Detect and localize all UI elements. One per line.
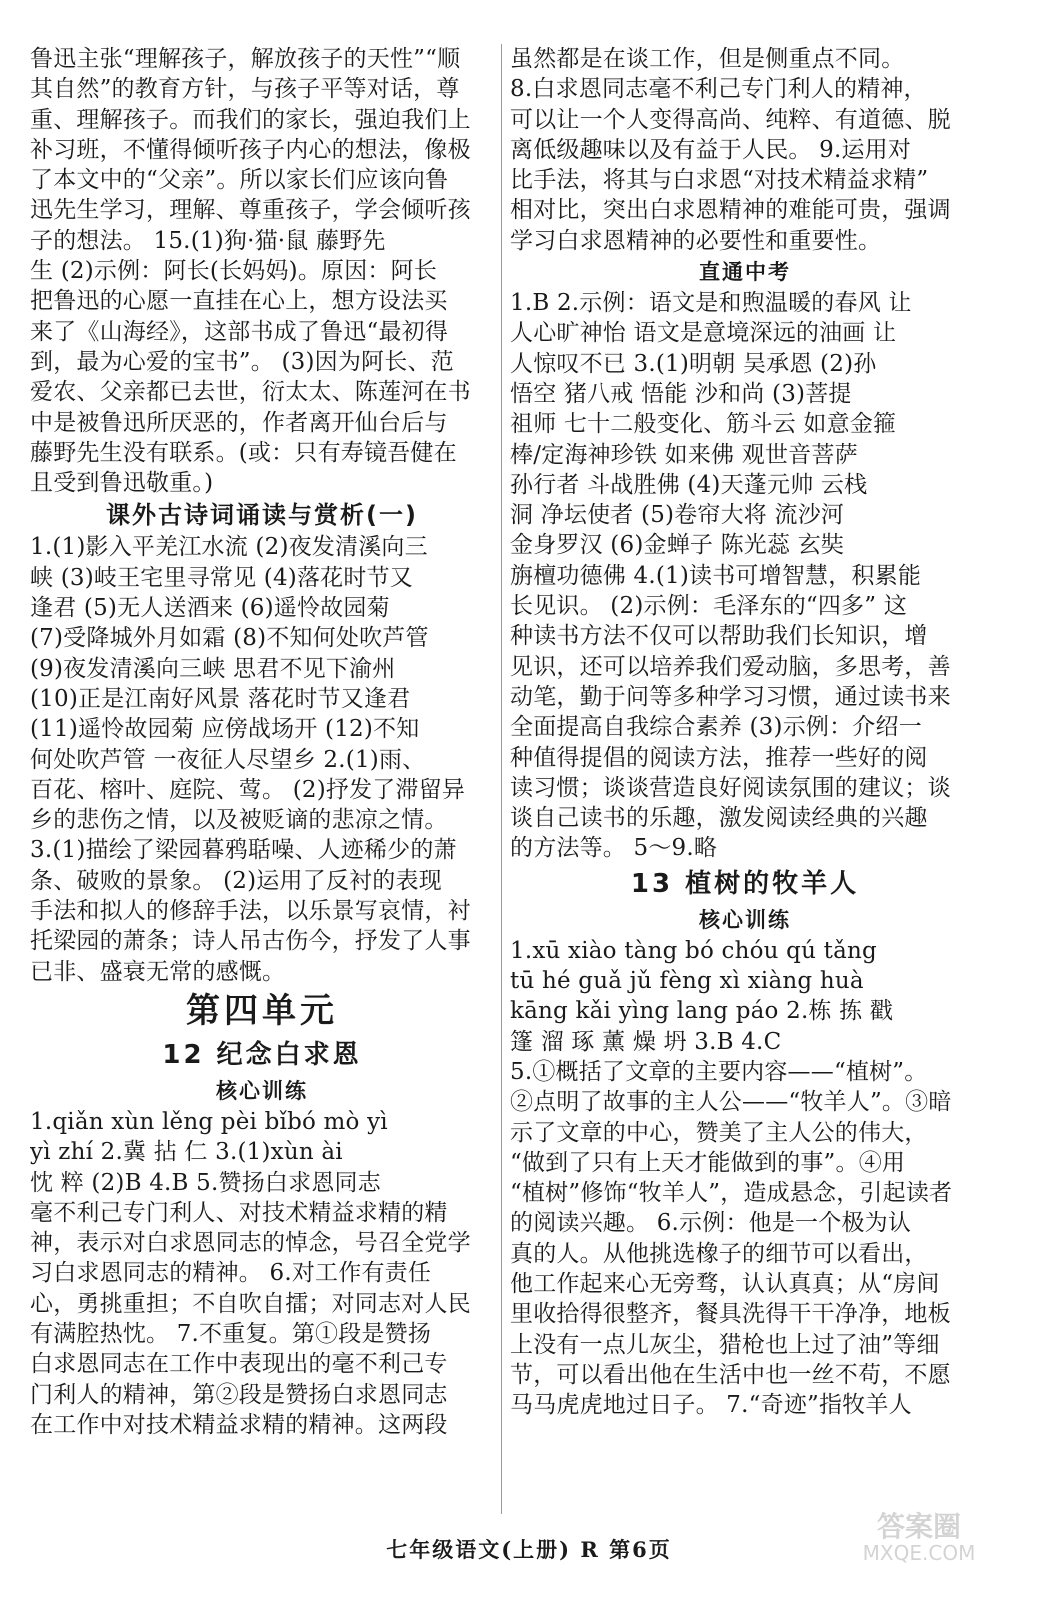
watermark-domain: MXQE.COM [862,1541,976,1565]
text-line: 已非、盛衰无常的感慨。 [30,958,286,985]
text-line: 比手法，将其与白求恩“对技术精益求精” [510,167,929,194]
text-line: 里收拾得很整齐，餐具洗得干干净净，地板 [510,1301,951,1328]
text-line: yì zhí 2.冀 拈 仁 3.(1)xùn ài [30,1139,343,1166]
text-line: 习白求恩同志的精神。 6.对工作有责任 [30,1260,432,1287]
text-line: 中是被鲁迅所厌恶的，作者离开仙台后与 [30,409,448,436]
text-line: 生 (2)示例：阿长(长妈妈)。原因：阿长 [30,258,438,285]
text-line: 见识，还可以培养我们爱动脑，多思考，善 [510,653,951,680]
text-line: 旃檀功德佛 4.(1)读书可增智慧，积累能 [510,562,922,589]
text-line: 3.(1)描绘了梁园暮鸦聒噪、人迹稀少的萧 [30,837,457,864]
text-line: 毫不利己专门利人、对技术精益求精的精 [30,1199,448,1226]
text-line: (10)正是江南好风景 落花时节又逢君 [30,685,411,712]
text-line: 学习白求恩精神的必要性和重要性。 [510,227,882,254]
text-line: 1.B 2.示例：语文是和煦温暖的春风 让 [510,290,912,317]
text-line: 祖师 七十二般变化、筋斗云 如意金箍 [510,411,897,438]
text-line: 棒/定海神珍铁 如来佛 观世音菩萨 [510,441,858,468]
text-line: 爱农、父亲都已去世，衍太太、陈莲河在书 [30,379,471,406]
text-line: 孙行者 斗战胜佛 (4)天蓬元帅 云栈 [510,471,868,498]
text-line: 种读书方法不仅可以帮助我们长知识，增 [510,623,928,650]
text-line: 子的想法。 15.(1)狗·猫·鼠 藤野先 [30,227,386,254]
text-line: 可以让一个人变得高尚、纯粹、有道德、脱 [510,106,951,133]
text-line: 何处吹芦管 一夜征人尽望乡 2.(1)雨、 [30,746,426,773]
text-line: (7)受降城外月如霜 (8)不知何处吹芦管 [30,625,429,652]
text-line: 门利人的精神，第②段是赞扬白求恩同志 [30,1381,448,1408]
text-line: tū hé guǎ jǔ fèng xì xiàng huà [510,968,864,995]
text-line: 百花、榕叶、庭院、莺。 (2)抒发了滞留异 [30,776,466,803]
text-line: 人惊叹不已 3.(1)明朝 吴承恩 (2)孙 [510,350,877,377]
text-line: 忱 粹 (2)B 4.B 5.赞扬白求恩同志 [30,1169,381,1196]
text-line: kāng kǎi yìng lang páo 2.栋 拣 戳 [510,998,894,1025]
text-line: 示了文章的中心，赞美了主人公的伟大， [510,1119,928,1146]
lesson-heading: 12 纪念白求恩 [162,1039,362,1070]
left-column [30,44,494,1440]
text-line: 马马虎虎地过日子。 7.“奇迹”指牧羊人 [510,1392,912,1419]
subsection-heading: 核心训练 [699,907,791,932]
text-line: 虽然都是在谈工作，但是侧重点不同。 [510,46,905,72]
text-line: 真的人。从他挑选橡子的细节可以看出， [510,1240,928,1267]
text-line: 洞 净坛使者 (5)卷帘大将 流沙河 [510,502,845,529]
text-line: 手法和拟人的修辞手法，以乐景写哀情，衬 [30,898,471,925]
watermark-text: 答案圈 [876,1510,962,1543]
text-line: 心，勇挑重担；不自吹自擂；对同志对人民 [30,1290,471,1317]
text-line: 在工作中对技术精益求精的精神。这两段 [30,1411,448,1438]
text-line: 逢君 (5)无人送酒来 (6)遥怜故园菊 [30,595,390,622]
text-line: 的方法等。 5～9.略 [510,835,718,862]
page-footer: 七年级语文(上册) R 第6页 [386,1537,672,1562]
text-line: 来了《山海经》，这部书成了鲁迅“最初得 [30,318,449,345]
text-line: 且受到鲁迅敬重。) [30,470,214,497]
text-line: 补习班，不懂得倾听孩子内心的想法，像极 [30,136,471,163]
text-line: 5.①概括了文章的主要内容——“植树”。 [510,1058,928,1085]
text-line: 读习惯；谈谈营造良好阅读氛围的建议；谈 [510,774,951,801]
subsection-heading: 直通中考 [699,260,791,285]
text-line: 种值得提倡的阅读方法，推荐一些好的阅 [510,744,928,771]
text-line: 上没有一点儿灰尘，猎枪也上过了油”等细 [510,1331,940,1358]
text-line: 节，可以看出他在生活中也一丝不苟，不愿 [510,1361,951,1388]
text-line: 1.(1)影入平羌江水流 (2)夜发清溪向三 [30,534,428,561]
text-line: 了本文中的“父亲”。所以家长们应该向鲁 [30,167,449,194]
watermark-logo [824,1506,1014,1566]
text-line: 峡 (3)岐王宅里寻常见 (4)落花时节又 [30,564,413,591]
text-line: 到，最为心爱的宝书”。 (3)因为阿长、范 [30,348,454,375]
text-line: 白求恩同志在工作中表现出的毫不利己专 [30,1351,448,1378]
text-line: 篷 溜 琢 薰 燥 坍 3.B 4.C [510,1028,782,1055]
column-divider [501,44,502,1514]
text-line: 谈自己读书的乐趣，激发阅读经典的兴趣 [510,805,928,832]
text-line: 人心旷神怡 语文是意境深远的油画 让 [510,320,897,347]
text-line: 的阅读兴趣。 6.示例：他是一个极为认 [510,1210,912,1237]
text-line: 全面提高自我综合素养 (3)示例：介绍一 [510,714,922,741]
text-line: 有满腔热忱。 7.不重复。第①段是赞扬 [30,1320,432,1347]
text-line: 条、破败的景象。 (2)运用了反衬的表现 [30,867,442,894]
text-line: 托梁园的萧条；诗人吊古伤今，抒发了人事 [30,928,471,955]
text-line: 悟空 猪八戒 悟能 沙和尚 (3)菩提 [510,380,852,407]
text-line: 藤野先生没有联系。(或：只有寿镜吾健在 [30,439,457,466]
section-heading: 课外古诗词诵读与赏析(一) [106,501,418,530]
unit-heading: 第四单元 [186,990,338,1031]
text-line: 相对比，突出白求恩精神的难能可贵，强调 [510,197,951,224]
text-line: 其自然”的教育方针，与孩子平等对话，尊 [30,76,460,103]
text-line: 金身罗汉 (6)金蝉子 陈光蕊 玄奘 [510,532,845,559]
text-line: 1.xū xiào tàng bó chóu qú tǎng [510,937,877,964]
text-line: 乡的悲伤之情，以及被贬谪的悲凉之情。 [30,807,448,834]
text-line: 1.qiǎn xùn lěng pèi bǐbó mò yì [30,1108,388,1135]
text-line: 8.白求恩同志毫不利己专门利人的精神， [510,76,927,103]
text-line: 把鲁迅的心愿一直挂在心上，想方设法买 [30,288,448,315]
text-line: 动笔，勤于问等多种学习习惯，通过读书来 [510,683,951,710]
text-line: “做到了只有上天才能做到的事”。④用 [510,1149,906,1176]
text-line: 鲁迅主张“理解孩子，解放孩子的天性”“顺 [30,46,461,72]
subsection-heading: 核心训练 [216,1078,308,1103]
text-line: 重、理解孩子。而我们的家长，强迫我们上 [30,106,471,133]
text-line: (11)遥怜故园菊 应傍战场开 (12)不知 [30,716,420,743]
text-line: 他工作起来心无旁骛，认认真真；从“房间 [510,1270,940,1297]
text-line: ②点明了故事的主人公——“牧羊人”。③暗 [510,1089,952,1116]
right-column [510,44,980,1420]
text-line: “植树”修饰“牧羊人”，造成悬念，引起读者 [510,1180,953,1207]
text-line: (9)夜发清溪向三峡 思君不见下渝州 [30,655,396,682]
text-line: 迅先生学习，理解、尊重孩子，学会倾听孩 [30,197,471,224]
text-line: 离低级趣味以及有益于人民。 9.运用对 [510,136,912,163]
text-line: 长见识。 (2)示例：毛泽东的“四多” 这 [510,593,907,620]
lesson-heading: 13 植树的牧羊人 [630,868,860,899]
text-line: 神，表示对白求恩同志的悼念，号召全党学 [30,1230,471,1257]
